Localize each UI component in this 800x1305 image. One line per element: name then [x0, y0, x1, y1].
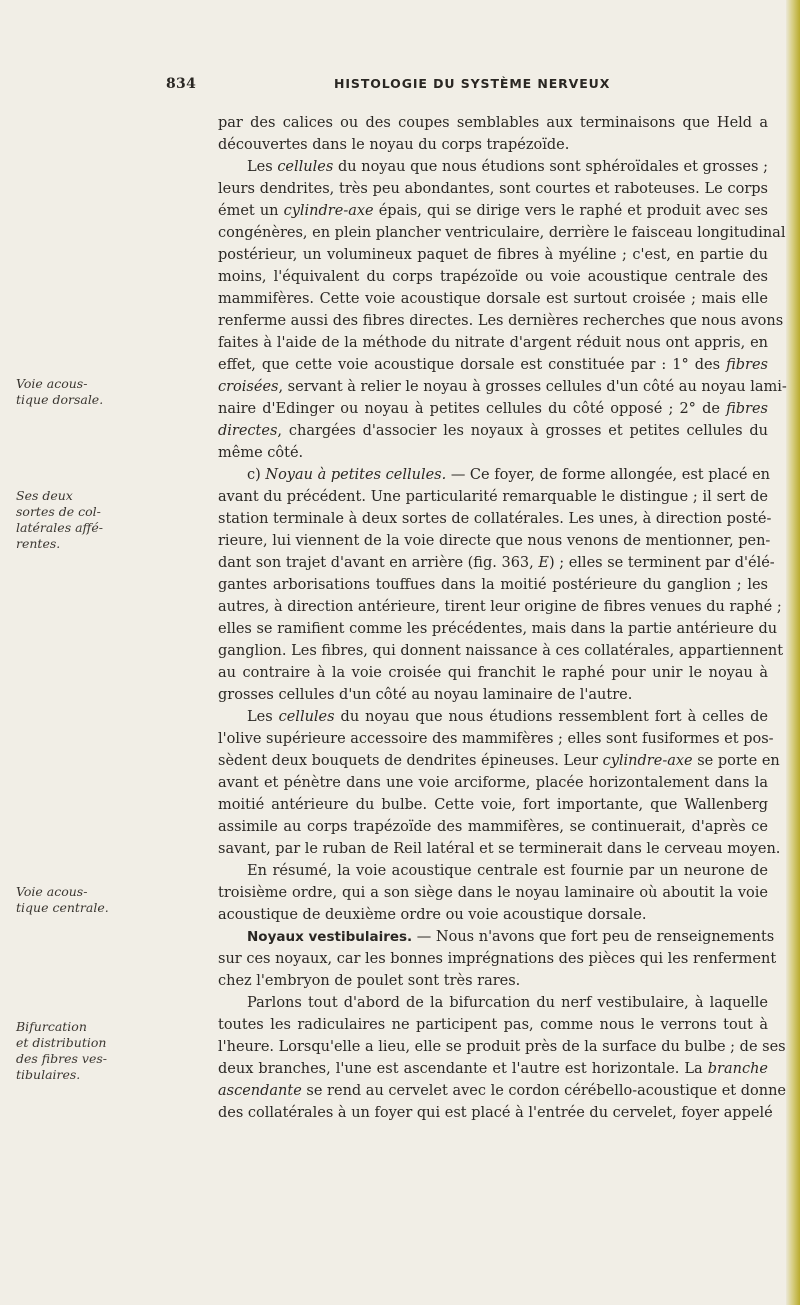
- text-line: [218, 926, 775, 948]
- text-segment: grosses cellules d'un côté au noyau laminaire de l'autre.: [218, 687, 633, 703]
- text-segment: ) ; elles se terminent par d'élé-: [548, 555, 775, 571]
- text-segment: Noyau à petites cellules.: [265, 467, 447, 483]
- marginal-note-ses-deux-sortes: [16, 488, 196, 552]
- marginal-note-line: Voie acous-: [16, 376, 88, 391]
- text-segment: directes: [218, 423, 278, 439]
- text-segment: , chargées d'associer les noyaux à grosses et petites cellules du: [277, 423, 768, 439]
- text-segment: c): [218, 467, 266, 483]
- marginal-note-line: tibulaires.: [16, 1067, 81, 1082]
- text-segment: assimile au corps trapézoïde des mammifères, se continuerait, d'après ce: [218, 819, 768, 835]
- text-segment: naire d'Edinger ou noyau à petites cellules du côté opposé ; 2° de: [218, 401, 727, 417]
- header-title: HISTOLOGIE DU SYSTÈME NERVEUX: [334, 76, 611, 91]
- text-segment: sèdent deux bouquets de dendrites épineuses. Leur: [218, 753, 603, 769]
- text-segment: par des calices ou des coupes semblables aux terminaisons que Held a: [218, 115, 768, 131]
- text-segment: rieure, lui viennent de la voie directe que nous venons de mentionner, pen-: [218, 533, 771, 549]
- text-segment: renferme aussi des fibres directes. Les dernières recherches que nous avons: [218, 313, 784, 329]
- marginal-note-voie-acoustique-dorsale: [16, 376, 196, 408]
- marginal-note-bifurcation: [16, 1019, 196, 1083]
- text-segment: [218, 929, 247, 945]
- text-line: [218, 684, 768, 706]
- marginal-note-line: tique dorsale.: [16, 392, 104, 407]
- text-segment: gantes arborisations touffues dans la moitié postérieure du ganglion ; les: [218, 577, 768, 593]
- text-line: [218, 772, 768, 794]
- text-segment: des collatérales à un foyer qui est placé à l'entrée du cervelet, foyer appelé: [218, 1105, 773, 1121]
- text-line: [218, 794, 768, 816]
- text-segment: cellules: [278, 709, 335, 725]
- page-number: 834: [166, 76, 197, 92]
- text-segment: elles se ramifient comme les précédentes, mais dans la partie antérieure du: [218, 621, 778, 637]
- text-line: [218, 728, 774, 750]
- text-segment: avant et pénètre dans une voie arciforme, placée horizontalement dans la: [218, 775, 768, 791]
- text-line: [218, 200, 768, 222]
- text-line: [218, 1014, 768, 1036]
- text-segment: mammifères. Cette voie acoustique dorsale est surtout croisée ; mais elle: [218, 291, 768, 307]
- text-line: [218, 1058, 768, 1080]
- text-line: [218, 1036, 786, 1058]
- text-line: [218, 508, 772, 530]
- text-line: [218, 134, 768, 156]
- text-line: [218, 486, 768, 508]
- text-segment: — Nous n'avons que fort peu de renseignements: [412, 929, 775, 945]
- text-line: [218, 310, 784, 332]
- text-line: [218, 948, 777, 970]
- text-segment: au contraire à la voie croisée qui franchit le raphé pour unir le noyau à: [218, 665, 768, 681]
- text-line: [218, 596, 782, 618]
- text-line: [218, 244, 768, 266]
- text-line: [218, 442, 768, 464]
- text-segment: ganglion. Les fibres, qui donnent naissance à ces collatérales, appartiennent: [218, 643, 784, 659]
- text-segment: effet, que cette voie acoustique dorsale est constituée par : 1° des: [218, 357, 727, 373]
- text-segment: cylindre-axe: [602, 753, 693, 769]
- text-line: [218, 816, 768, 838]
- marginal-note-line: et distribution: [16, 1035, 107, 1050]
- marginal-note-line: sortes de col-: [16, 504, 101, 519]
- text-segment: fibres: [726, 357, 768, 373]
- text-segment: autres, à direction antérieure, tirent leur origine de fibres venues du raphé ;: [218, 599, 782, 615]
- marginal-note-line: tique centrale.: [16, 900, 109, 915]
- text-line: [218, 1080, 786, 1102]
- text-segment: congénères, en plein plancher ventriculaire, derrière le faisceau longitudinal: [218, 225, 786, 241]
- text-segment: E: [538, 555, 549, 571]
- text-line: [218, 618, 778, 640]
- body-text: [218, 112, 787, 1124]
- text-line: [218, 992, 768, 1014]
- text-segment: En résumé, la voie acoustique centrale est fournie par un neurone de: [218, 863, 768, 879]
- marginal-note-line: des fibres ves-: [16, 1051, 107, 1066]
- text-segment: dant son trajet d'avant en arrière (fig. 363,: [218, 555, 539, 571]
- text-segment: émet un: [218, 203, 284, 219]
- text-line: [218, 332, 768, 354]
- text-line: [218, 222, 786, 244]
- text-segment: se rend au cervelet avec le cordon cérébello-acoustique et donne: [301, 1083, 786, 1099]
- text-line: [218, 398, 768, 420]
- text-line: [218, 178, 768, 200]
- text-segment: même côté.: [218, 445, 304, 461]
- text-segment: cellules: [277, 159, 334, 175]
- text-line: [218, 970, 768, 992]
- text-segment: — Ce foyer, de forme allongée, est placé en: [446, 467, 770, 483]
- text-line: [218, 288, 768, 310]
- text-segment: ascendante: [218, 1083, 302, 1099]
- marginal-note-voie-acoustique-centrale: [16, 884, 196, 916]
- text-line: [218, 112, 768, 134]
- text-line: [218, 904, 768, 926]
- text-segment: Les: [218, 159, 278, 175]
- text-segment: du noyau que nous étudions sont sphéroïdales et grosses ;: [333, 159, 768, 175]
- text-line: [218, 838, 781, 860]
- marginal-note-line: latérales affé-: [16, 520, 104, 535]
- text-line: [218, 574, 768, 596]
- text-segment: acoustique de deuxième ordre ou voie acoustique dorsale.: [218, 907, 647, 923]
- text-segment: cylindre-axe: [283, 203, 374, 219]
- text-segment: faites à l'aide de la méthode du nitrate d'argent réduit nous ont appris, en: [218, 335, 768, 351]
- page-edge: [786, 0, 800, 1305]
- text-segment: troisième ordre, qui a son siège dans le noyau laminaire où aboutit la voie: [218, 885, 768, 901]
- text-segment: Les: [218, 709, 279, 725]
- text-line: [218, 266, 768, 288]
- text-line: [218, 376, 787, 398]
- text-line: [218, 860, 768, 882]
- text-segment: découvertes dans le noyau du corps trapézoïde.: [218, 137, 570, 153]
- text-segment: du noyau que nous étudions ressemblent fort à celles de: [334, 709, 768, 725]
- text-segment: leurs dendrites, très peu abondantes, sont courtes et raboteuses. Le corps: [218, 181, 768, 197]
- text-segment: croisées: [218, 379, 279, 395]
- marginal-note-line: Voie acous-: [16, 884, 88, 899]
- text-line: [218, 640, 784, 662]
- text-line: [218, 706, 768, 728]
- text-segment: avant du précédent. Une particularité remarquable le distingue ; il sert de: [218, 489, 768, 505]
- text-segment: postérieur, un volumineux paquet de fibres à myéline ; c'est, en partie du: [218, 247, 768, 263]
- marginal-note-line: Ses deux: [16, 488, 73, 503]
- text-segment: chez l'embryon de poulet sont très rares.: [218, 973, 521, 989]
- text-segment: Parlons tout d'abord de la bifurcation du nerf vestibulaire, à laquelle: [218, 995, 768, 1011]
- marginal-note-line: Bifurcation: [16, 1019, 87, 1034]
- text-line: [218, 156, 768, 178]
- text-line: [218, 662, 768, 684]
- text-line: [218, 354, 768, 376]
- text-segment: l'olive supérieure accessoire des mammifères ; elles sont fusiformes et pos-: [218, 731, 774, 747]
- text-segment: moins, l'équivalent du corps trapézoïde ou voie acoustique centrale des: [218, 269, 768, 285]
- text-segment: sur ces noyaux, car les bonnes imprégnations des pièces qui les renferment: [218, 951, 777, 967]
- text-line: [218, 882, 768, 904]
- text-line: [218, 552, 775, 574]
- text-segment: branche: [707, 1061, 768, 1077]
- running-head: [166, 76, 768, 96]
- text-segment: moitié antérieure du bulbe. Cette voie, fort importante, que Wallenberg: [218, 797, 768, 813]
- text-segment: , servant à relier le noyau à grosses cellules d'un côté au noyau lami-: [278, 379, 787, 395]
- text-line: [218, 464, 768, 486]
- marginal-note-line: rentes.: [16, 536, 61, 551]
- text-segment: station terminale à deux sortes de collatérales. Les unes, à direction posté-: [218, 511, 772, 527]
- text-line: [218, 750, 780, 772]
- text-segment: deux branches, l'une est ascendante et l'autre est horizontale. La: [218, 1061, 708, 1077]
- text-segment: fibres: [726, 401, 768, 417]
- text-line: [218, 530, 771, 552]
- text-segment: se porte en: [692, 753, 780, 769]
- text-segment: épais, qui se dirige vers le raphé et produit avec ses: [373, 203, 768, 219]
- text-segment: Noyaux vestibulaires.: [247, 929, 413, 945]
- text-segment: toutes les radiculaires ne participent pas, comme nous le verrons tout à: [218, 1017, 768, 1033]
- text-segment: savant, par le ruban de Reil latéral et se terminerait dans le cerveau moyen.: [218, 841, 781, 857]
- text-line: [218, 1102, 773, 1124]
- text-segment: l'heure. Lorsqu'elle a lieu, elle se produit près de la surface du bulbe ; de ses: [218, 1039, 786, 1055]
- text-line: [218, 420, 768, 442]
